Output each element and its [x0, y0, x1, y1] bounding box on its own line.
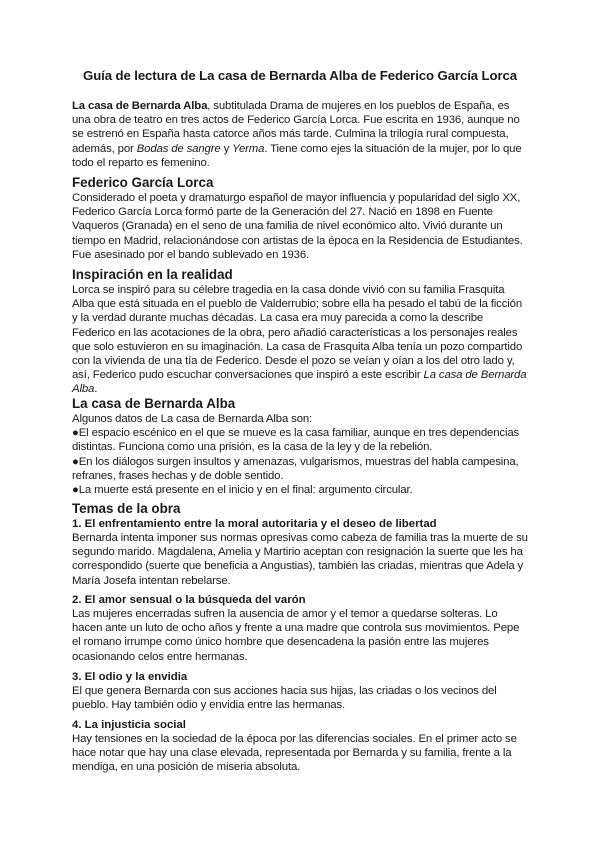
inspiration-body: Lorca se inspiró para su célebre tragedia en la casa donde vivió con su familia Frasquita Alba que está situada en el pueblo de Valderrubio; sobre ella ha pesado el tabú de la ficción y la verdad durante muchas décadas. La casa era muy parecida a como la describe Federico en las acotaciones de la obra, pero añadió características a los personajes reales que solo estuvieron en su imaginación. La casa de Frasquita Alba tenía un pozo compartido con la vivienda de una tía de Federico. Desde el pozo se veían y oían a los del otro lado y, así, Federico pudo escuchar conversaciones que inspiró a este escribir	[72, 284, 523, 382]
house-section	[72, 412, 528, 497]
theme-3-body: El que genera Bernarda con sus acciones hacia sus hijas, las criadas o los vecinos del pueblo. Hay también odio y envidia entre las hermanas.	[72, 685, 497, 712]
house-lead: Algunos datos de La casa de Bernarda Alba son:	[72, 413, 313, 425]
house-bullet-3: ●La muerte está presente en el inicio y en el final: argumento circular.	[72, 484, 413, 497]
document-title: Guía de lectura de La casa de Bernarda Alba de Federico García Lorca	[83, 68, 517, 83]
theme-2-body: Las mujeres encerradas sufren la ausencia de amor y el temor a quedarse solteras. Lo hacen ante un luto de ocho años y frente a una madre que controla sus movimientos. Pepe el romano irrumpe como único hombre que desencadena la pasión entre las mujeres ocasionando celos entre hermanas.	[72, 608, 520, 663]
author-heading: Federico García Lorca	[72, 175, 214, 190]
house-bullet-2: ●En los diálogos surgen insultos y amenazas, vulgarismos, muestras del habla campesina, refranes, frases hechas y de doble sentido.	[72, 455, 519, 482]
theme-1-body: Bernarda intenta imponer sus normas opresivas como cabeza de familia tras la muerte de su segundo marido. Magdalena, Amelia y Martirio aceptan con resignación la suerte que les ha correspondido (suerte que beneficia a Angustias), también las criadas, mientras que Adela y María Josefa intentan rebelarse.	[72, 532, 528, 587]
theme-4-title: 4. La injusticia social	[72, 719, 186, 731]
intro-work-bodas: Bodas de sangre	[136, 142, 221, 155]
intro-text-2: . Tiene como ejes la situación de la mujer, por lo que todo el reparto es femenino.	[72, 142, 522, 169]
intro-paragraph	[72, 99, 528, 170]
intro-lead-title: La casa de Bernarda Alba	[72, 100, 208, 112]
inspiration-heading: Inspiración en la realidad	[72, 267, 233, 282]
inspiration-work-title: La casa de Bernarda Alba	[72, 369, 527, 396]
intro-text-1: , subtitulada Drama de mujeres en los pueblos de España, es una obra de teatro en tres actos de Federico García Lorca. Fue escrita en 1936, aunque no se estrenó en España hasta catorce años más tarde. Culmina la trilogía rural compuesta, además, por	[72, 100, 520, 155]
themes-heading: Temas de la obra	[72, 501, 181, 516]
theme-2-title: 2. El amor sensual o la búsqueda del varón	[72, 594, 306, 606]
house-heading: La casa de Bernarda Alba	[72, 396, 236, 411]
theme-3-title: 3. El odio y la envidia	[72, 671, 188, 683]
inspiration-end: .	[94, 383, 98, 396]
theme-1-title: 1. El enfrentamiento entre la moral autoritaria y el deseo de libertad	[72, 518, 437, 530]
house-bullet-1: ●El espacio escénico en el que se mueve es la casa familiar, aunque en tres dependencias distintas. Funciona como una prisión, es la casa de la ley y de la rebelión.	[72, 427, 520, 454]
author-paragraph: Considerado el poeta y dramaturgo español de mayor influencia y popularidad del siglo XX, Federico García Lorca formó parte de la Generación del 27. Nació en 1898 en Fuente Vaqueros (Granada) en el seno de una familia de nivel económico alto. Vivió durante un tiempo en Madrid, relacionándose con artistas de la época en la Residencia de Estudiantes. Fue asesinado por el bando sublevado en 1936.	[72, 192, 523, 261]
intro-work-yerma: Yerma	[232, 142, 265, 155]
inspiration-paragraph	[72, 283, 528, 397]
theme-4-body: Hay tensiones en la sociedad de la época por las diferencias sociales. En el primer acto se hace notar que hay una clase elevada, representada por Bernarda y su familia, frente a la mendiga, en una posición de miseria absoluta.	[72, 733, 517, 774]
intro-and: y	[220, 142, 233, 155]
